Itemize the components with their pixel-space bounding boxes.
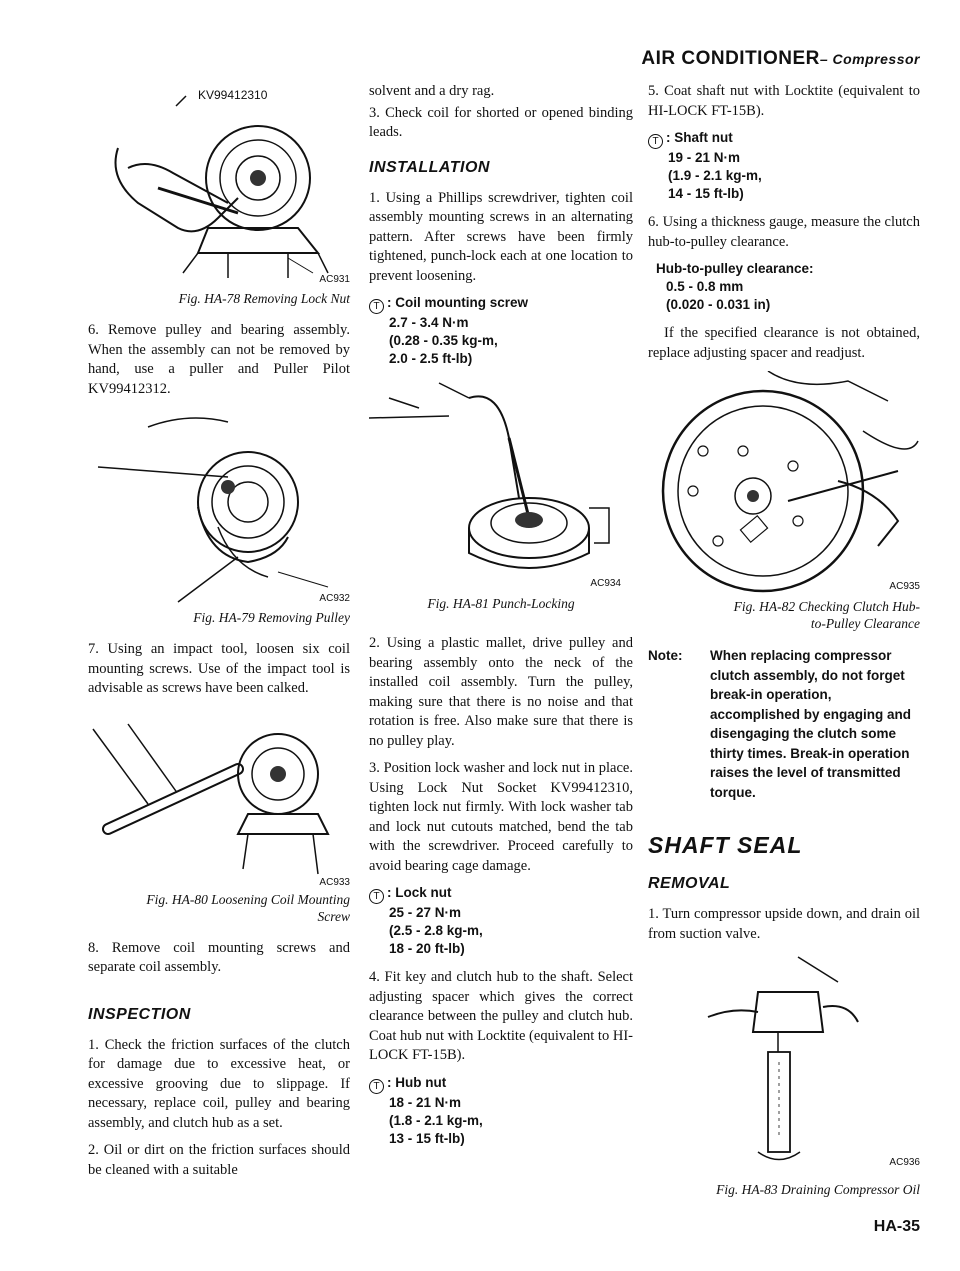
oil-draining-illustration xyxy=(648,952,920,1167)
spec-value-2: (2.5 - 2.8 kg-m, xyxy=(389,923,483,938)
caption-line-2: Screw xyxy=(317,908,350,924)
inspection-heading: INSPECTION xyxy=(88,1005,191,1023)
figure-ha-83 xyxy=(648,952,920,1167)
spec-value-2: (1.9 - 2.1 kg-m, xyxy=(668,168,762,183)
inspection-3: 3. Check coil for shorted or opened binding leads. xyxy=(369,104,633,140)
column-middle xyxy=(369,82,633,1158)
installation-2: 2. Using a plastic mallet, drive pulley and bearing assembly onto the neck of the installed coil assembly. Turn the pulley, making sure that there is no noise and that rotation is free. Also make sure that there is no pulley play. xyxy=(369,635,633,749)
spec-value-3: 14 - 15 ft-lb) xyxy=(668,186,744,201)
installation-3: 3. Position lock washer and lock nut in place. Using Lock Nut Socket KV99412310, tighten lock nut firmly. With lock washer tab and lock nut cutouts matched, bend the tab with the screwdriver. Proceed carefully to avoid bearing cage damage. xyxy=(369,760,633,874)
torque-icon: T xyxy=(369,889,384,904)
spec-value-2: (0.020 - 0.031 in) xyxy=(666,297,771,312)
figure-ha-81 xyxy=(369,378,633,589)
spec-label: : Hub nut xyxy=(387,1074,447,1090)
installation-6b: If the specified clearance is not obtained, replace adjusting spacer and readjust. xyxy=(648,325,920,361)
spec-value-1: 0.5 - 0.8 mm xyxy=(666,279,744,294)
pulley-removal-illustration xyxy=(88,407,350,607)
note-text: When replacing compressor clutch assembly, do not forget break-in operation, accomplished by engaging and disengaging the clutch some thirty times. Break-in operation raises the level of transmitted torque. xyxy=(710,648,912,800)
spec-value-3: 2.0 - 2.5 ft-lb) xyxy=(389,351,473,366)
step-6: 6. Remove pulley and bearing assembly. When the assembly can not be removed by hand, use a puller and Puller Pilot KV99412312. xyxy=(88,322,350,397)
punch-locking-illustration xyxy=(369,378,633,583)
inspection-2: 2. Oil or dirt on the friction surfaces should be cleaned with a suitable xyxy=(88,1142,350,1178)
figure-caption: Fig. HA-81 Punch-Locking xyxy=(427,596,575,611)
step-8: 8. Remove coil mounting screws and separate coil assembly. xyxy=(88,939,350,975)
inspection-1: 1. Check the friction surfaces of the clutch for damage due to excessive heat, or excessive grooving due to slippage. If necessary, replace coil, pulley and bearing assembly, and clutch hub as a set. xyxy=(88,1036,350,1131)
header-title: AIR CONDITIONER xyxy=(641,48,820,69)
figure-code: AC933 xyxy=(319,876,350,888)
torque-icon: T xyxy=(648,134,663,149)
figure-ha-82 xyxy=(648,371,920,596)
installation-1: 1. Using a Phillips screwdriver, tighten coil assembly mounting screws in an alternating pattern. After screws have been firmly tightened, punch-lock each at one location to prevent loosening. xyxy=(369,189,633,284)
spec-value-2: (0.28 - 0.35 kg-m, xyxy=(389,333,498,348)
installation-heading: INSTALLATION xyxy=(369,158,490,176)
figure-ha-78 xyxy=(88,78,350,288)
spec-value-1: 19 - 21 N·m xyxy=(668,150,741,165)
spec-coil-mounting-screw xyxy=(369,294,633,368)
torque-icon: T xyxy=(369,1079,384,1094)
caption-line-1: Fig. HA-80 Loosening Coil Mounting xyxy=(146,891,350,907)
removal-heading: REMOVAL xyxy=(648,875,731,892)
figure-caption: Fig. HA-78 Removing Lock Nut xyxy=(178,291,350,306)
spec-value-1: 18 - 21 N·m xyxy=(389,1094,462,1110)
figure-caption: Fig. HA-79 Removing Pulley xyxy=(193,610,350,625)
figure-code: AC935 xyxy=(889,581,920,592)
shaft-seal-heading: SHAFT SEAL xyxy=(648,832,803,858)
figure-caption xyxy=(88,891,350,925)
spec-value-3: 13 - 15 ft-lb) xyxy=(389,1130,465,1146)
page-number: HA-35 xyxy=(873,1218,920,1235)
spec-label: : Shaft nut xyxy=(666,130,733,145)
figure-code: AC932 xyxy=(319,593,350,604)
spec-value-1: 2.7 - 3.4 N·m xyxy=(389,315,469,330)
continued-text: solvent and a dry rag. xyxy=(369,83,495,99)
removal-1: 1. Turn compressor upside down, and drain oil from suction valve. xyxy=(648,906,920,942)
spec-label: : Lock nut xyxy=(387,885,452,900)
spec-hub-nut xyxy=(369,1074,633,1148)
figure-caption xyxy=(648,598,920,632)
spec-hub-to-pulley-clearance xyxy=(648,260,920,314)
installation-6: 6. Using a thickness gauge, measure the clutch hub-to-pulley clearance. xyxy=(648,214,920,250)
clearance-check-illustration xyxy=(648,371,920,596)
step-7: 7. Using an impact tool, loosen six coil mounting screws. Use of the impact tool is advisable as screws have been calked. xyxy=(88,641,350,696)
page-header xyxy=(641,48,920,70)
spec-value-3: 18 - 20 ft-lb) xyxy=(389,941,465,956)
figure-caption: Fig. HA-83 Draining Compressor Oil xyxy=(716,1182,920,1197)
figure-code: AC934 xyxy=(590,578,621,589)
column-left xyxy=(88,0,350,1188)
figure-ha-80 xyxy=(88,709,350,889)
installation-4: 4. Fit key and clutch hub to the shaft. Select adjusting spacer which gives the correct clearance between the pulley and clutch hub. Coat hub nut with Locktite (equivalent to HI-LOCK FT-15B). xyxy=(369,969,633,1063)
coil-screw-loosening-illustration xyxy=(88,709,350,889)
spec-shaft-nut xyxy=(648,129,920,203)
torque-icon: T xyxy=(369,299,384,314)
spec-label: Hub-to-pulley clearance: xyxy=(656,261,814,276)
figure-ha-79 xyxy=(88,407,350,607)
column-right xyxy=(648,82,920,1212)
figure-code: AC936 xyxy=(889,1157,920,1168)
spec-label: : Coil mounting screw xyxy=(387,295,529,310)
lock-nut-removal-illustration xyxy=(88,78,350,288)
spec-value-1: 25 - 27 N·m xyxy=(389,905,462,920)
installation-5: 5. Coat shaft nut with Locktite (equivalent to HI-LOCK FT-15B). xyxy=(648,83,920,119)
caption-line-2: to-Pulley Clearance xyxy=(810,616,920,631)
tool-label: KV99412310 xyxy=(198,88,268,102)
figure-code: AC931 xyxy=(319,274,350,285)
spec-lock-nut xyxy=(369,884,633,958)
caption-line-1: Fig. HA-82 Checking Clutch Hub- xyxy=(733,599,920,614)
spec-value-2: (1.8 - 2.1 kg-m, xyxy=(389,1112,483,1128)
note-break-in xyxy=(648,646,920,802)
header-section: – Compressor xyxy=(819,51,920,67)
note-label: Note: xyxy=(648,648,683,663)
